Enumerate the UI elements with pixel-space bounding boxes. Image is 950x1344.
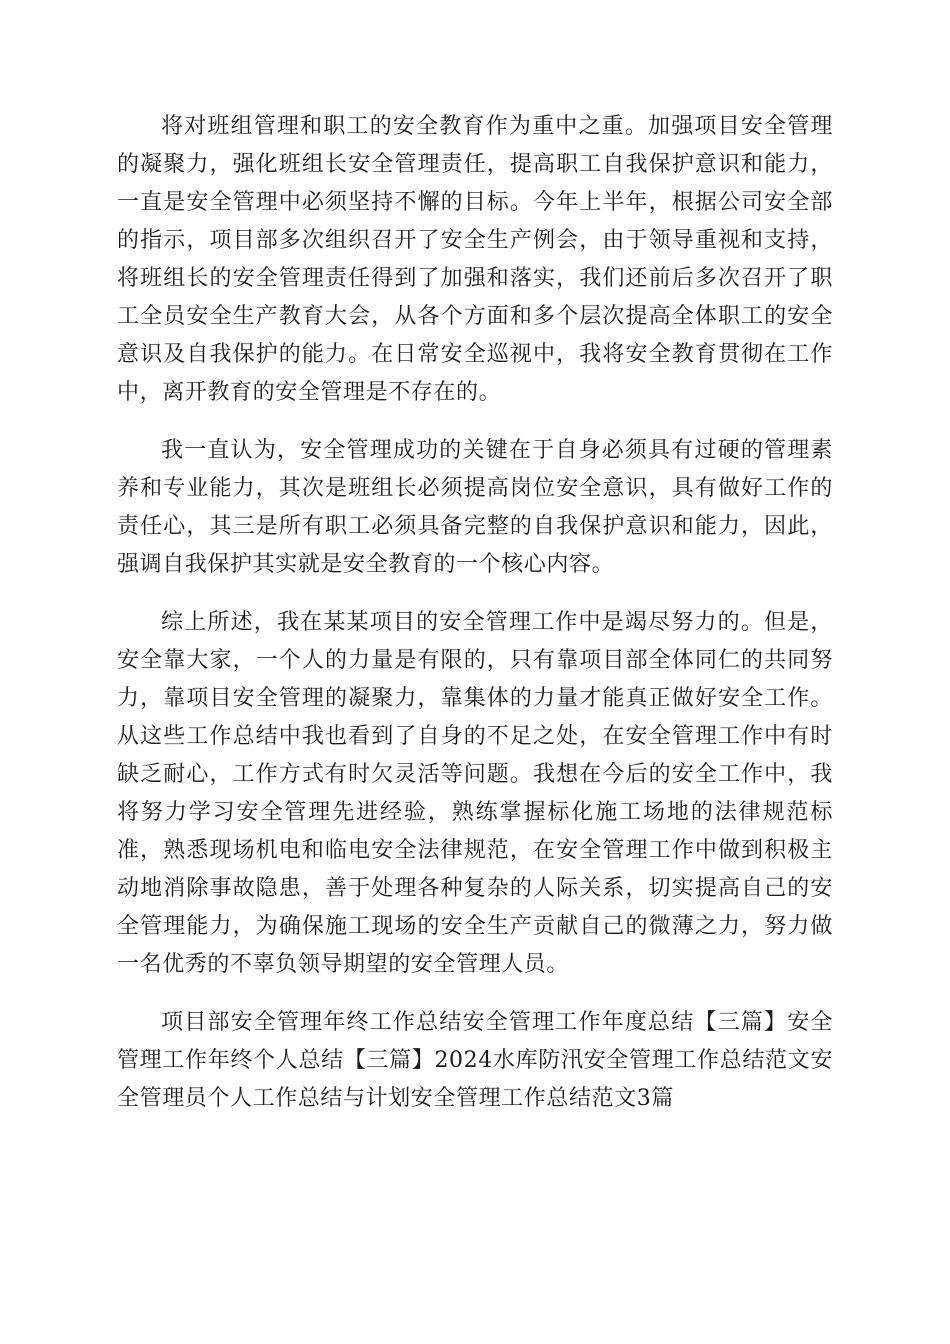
paragraph-conclusion: 综上所述，我在某某项目的安全管理工作中是竭尽努力的。但是，安全靠大家，一个人的力量是有限的，只有靠项目部全体同仁的共同努力，靠项目安全管理的凝聚力，靠集体的力量才能真正做好安全工作。从这些工作总结中我也看到了自身的不足之处，在安全管理工作中有时缺乏耐心，工作方式有时欠灵活等问题。我想在今后的安全工作中，我将努力学习安全管理先进经验，熟练掌握标化施工场地的法律规范标准，熟悉现场机电和临电安全法律规范，在安全管理工作中做到积极主动地消除事故隐患，善于处理各种复杂的人际关系，切实提高自己的安全管理能力，为确保施工现场的安全生产贡献自己的微薄之力，努力做一名优秀的不辜负领导期望的安全管理人员。: [117, 610, 833, 977]
document-body: [117, 108, 833, 1138]
paragraph-safety-education: 将对班组管理和职工的安全教育作为重中之重。加强项目安全管理的凝聚力，强化班组长安全管理责任，提高职工自我保护意识和能力，一直是安全管理中必须坚持不懈的目标。今年上半年，根据公司安全部的指示，项目部多次组织召开了安全生产例会，由于领导重视和支持，将班组长的安全管理责任得到了加强和落实，我们还前后多次召开了职工全员安全生产教育大会，从各个方面和多个层次提高全体职工的安全意识及自我保护的能力。在日常安全巡视中，我将安全教育贯彻在工作中，离开教育的安全管理是不存在的。: [117, 114, 833, 405]
paragraph-related-titles: 项目部安全管理年终工作总结安全管理工作年度总结【三篇】安全管理工作年终个人总结【三篇】2024水库防汛安全管理工作总结范文安全管理员个人工作总结与计划安全管理工作总结范文3篇: [117, 1010, 833, 1111]
paragraph-key-to-success: 我一直认为，安全管理成功的关键在于自身必须具有过硬的管理素养和专业能力，其次是班组长必须提高岗位安全意识，具有做好工作的责任心，其三是所有职工必须具备完整的自我保护意识和能力，因此，强调自我保护其实就是安全教育的一个核心内容。: [117, 438, 833, 577]
